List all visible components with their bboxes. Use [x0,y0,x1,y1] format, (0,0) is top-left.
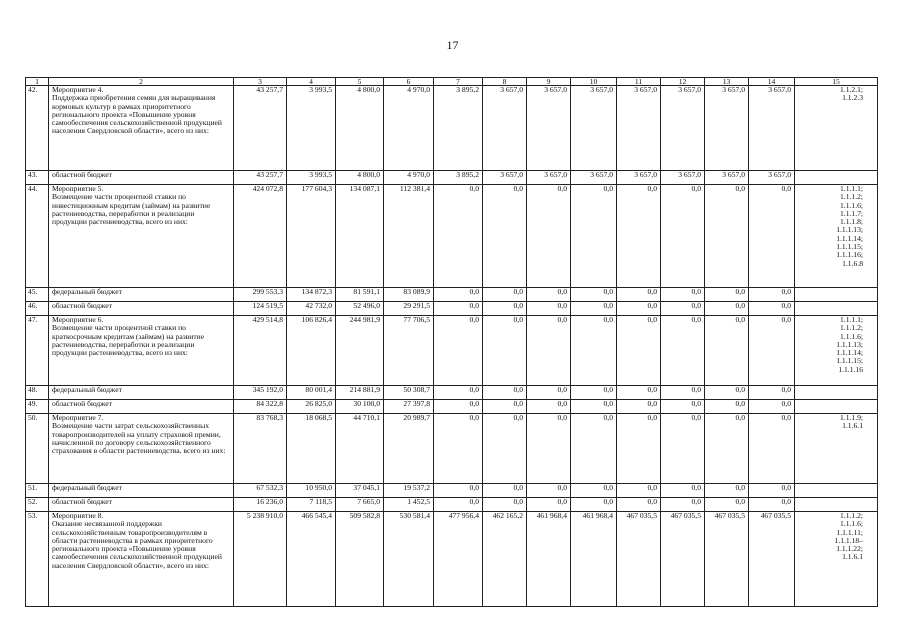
value-cell: 42 732,0 [287,302,336,316]
row-description [49,171,234,185]
value-cell: 0,0 [434,185,483,288]
reference-code: 1.1.6.1 [842,552,863,562]
value-cell: 3 657,0 [661,171,705,185]
description-title: Мероприятие 7. [52,413,104,422]
budget-table [25,77,878,607]
value-cell: 0,0 [749,316,795,386]
column-header: 5 [336,78,384,86]
value-cell: 0,0 [749,498,795,512]
reference-code: 1.1.1.2; [840,323,863,333]
row-description [49,86,234,171]
value-cell: 467 035,5 [617,512,661,607]
reference-cell [795,185,878,288]
value-cell: 16 236,0 [234,498,287,512]
column-header: 1 [26,78,49,86]
value-cell: 29 291,5 [384,302,434,316]
value-cell: 43 257,7 [234,86,287,171]
value-cell: 0,0 [705,414,749,484]
value-cell: 83 089,9 [384,288,434,302]
reference-code: 1.1.1.13; [836,225,863,235]
value-cell: 4 970,0 [384,171,434,185]
value-cell: 0,0 [571,484,617,498]
table-row [26,512,878,607]
value-cell: 0,0 [571,288,617,302]
value-cell: 462 165,2 [483,512,527,607]
value-cell: 0,0 [749,400,795,414]
value-cell: 37 045,1 [336,484,384,498]
row-description [49,316,234,386]
value-cell: 0,0 [434,386,483,400]
value-cell: 30 100,0 [336,400,384,414]
value-cell: 0,0 [661,185,705,288]
description-title: областной бюджет [52,301,112,310]
value-cell: 4 800,0 [336,86,384,171]
value-cell: 0,0 [434,400,483,414]
row-description [49,498,234,512]
value-cell: 0,0 [749,302,795,316]
table-row [26,414,878,484]
reference-code: 1.1.1.18– [834,535,863,545]
row-number: 48. [26,386,49,400]
column-header: 13 [705,78,749,86]
reference-code: 1.1.2.3 [842,93,863,103]
value-cell: 0,0 [483,316,527,386]
value-cell: 0,0 [483,288,527,302]
description-text: Оказание несвязанной поддержки сельскохозяйственным товаропроизводителям в области растениеводства в рамках приоритетного регионального проекта «Повышение уровня самообеспечения сельскохозяйственной продукцией населения Свердловской области», всего из них: [52,519,222,570]
value-cell: 424 072,8 [234,185,287,288]
value-cell: 0,0 [571,302,617,316]
reference-cell [795,316,878,386]
column-header: 8 [483,78,527,86]
value-cell: 5 238 910,0 [234,512,287,607]
reference-code: 1.1.1.6; [840,200,863,210]
value-cell: 0,0 [661,498,705,512]
value-cell: 177 604,3 [287,185,336,288]
value-cell: 3 657,0 [705,171,749,185]
value-cell: 3 657,0 [527,86,571,171]
value-cell: 124 519,5 [234,302,287,316]
reference-code: 1.1.1.1; [840,315,863,324]
reference-cell [795,400,878,414]
value-cell: 0,0 [527,316,571,386]
value-cell: 134 872,3 [287,288,336,302]
value-cell: 0,0 [661,386,705,400]
value-cell: 0,0 [527,498,571,512]
value-cell: 0,0 [617,316,661,386]
description-title: областной бюджет [52,170,112,179]
value-cell: 1 452,5 [384,498,434,512]
value-cell: 18 068,5 [287,414,336,484]
value-cell: 461 968,4 [571,512,617,607]
reference-code: 1.1.1.8; [840,217,863,227]
value-cell: 3 657,0 [527,171,571,185]
description-text: Возмещение части затрат сельскохозяйственных товаропроизводителей на уплату страховой премии, начисленной по договору сельскохозяйственного страхования в области растениеводства, всего из них: [52,421,226,456]
value-cell: 0,0 [661,302,705,316]
description-text: Поддержка приобретения семян для выращивания кормовых культур в рамках приоритетного регионального проекта «Повышение уровня самообеспечения сельскохозяйственной продукцией населения Свердловской области», всего из них: [52,93,222,136]
value-cell: 0,0 [571,316,617,386]
value-cell: 0,0 [705,185,749,288]
value-cell: 0,0 [661,288,705,302]
value-cell: 0,0 [617,288,661,302]
row-description [49,414,234,484]
description-text: Возмещение части процентной ставки по инвестиционным кредитам (займам) на развитие растениеводства, переработки и реализации продукции растениеводства, всего из них: [52,192,211,227]
value-cell: 0,0 [527,288,571,302]
table-row [26,288,878,302]
reference-code: 1.1.1.15; [836,356,863,366]
value-cell: 244 981,9 [336,316,384,386]
value-cell: 0,0 [571,386,617,400]
reference-cell [795,171,878,185]
reference-code: 1.1.1.15; [836,242,863,252]
column-header: 2 [49,78,234,86]
row-number: 50. [26,414,49,484]
value-cell: 0,0 [527,386,571,400]
column-header: 7 [434,78,483,86]
value-cell: 0,0 [705,498,749,512]
reference-code: 1.1.6.1 [842,421,863,431]
table-row [26,484,878,498]
description-title: федеральный бюджет [52,483,122,492]
value-cell: 20 989,7 [384,414,434,484]
value-cell: 3 657,0 [483,171,527,185]
row-description [49,302,234,316]
value-cell: 3 657,0 [749,86,795,171]
value-cell: 477 956,4 [434,512,483,607]
value-cell: 0,0 [617,484,661,498]
reference-code: 1.1.1.14; [836,233,863,243]
value-cell: 429 514,8 [234,316,287,386]
value-cell: 0,0 [749,484,795,498]
description-title: Мероприятие 8. [52,511,104,520]
reference-code: 1.1.1.16; [836,250,863,260]
value-cell: 27 397,8 [384,400,434,414]
value-cell: 466 545,4 [287,512,336,607]
value-cell: 67 532,3 [234,484,287,498]
reference-code: 1.1.1.1; [840,184,863,193]
value-cell: 0,0 [661,484,705,498]
value-cell: 461 968,4 [527,512,571,607]
value-cell: 134 087,1 [336,185,384,288]
value-cell: 0,0 [434,484,483,498]
reference-code: 1.1.1.13; [836,339,863,349]
column-header: 14 [749,78,795,86]
row-number: 47. [26,316,49,386]
value-cell: 0,0 [705,316,749,386]
row-description [49,512,234,607]
value-cell: 50 308,7 [384,386,434,400]
value-cell: 467 035,5 [705,512,749,607]
value-cell: 0,0 [749,414,795,484]
row-number: 42. [26,86,49,171]
value-cell: 3 657,0 [661,86,705,171]
reference-code: 1.1.1.11; [836,527,863,537]
value-cell: 0,0 [434,316,483,386]
reference-code: 1.1.1.16 [838,364,863,374]
value-cell: 3 657,0 [705,86,749,171]
value-cell: 0,0 [483,484,527,498]
row-description [49,386,234,400]
row-number: 44. [26,185,49,288]
value-cell: 0,0 [434,498,483,512]
value-cell: 467 035,5 [749,512,795,607]
reference-code: 1.1.1.9; [840,413,863,422]
reference-cell [795,302,878,316]
value-cell: 112 381,4 [384,185,434,288]
reference-code: 1.1.1.14; [836,348,863,358]
column-header: 10 [571,78,617,86]
reference-code: 1.1.1.7; [840,208,863,218]
reference-code: 1.1.1.22; [836,544,863,554]
value-cell: 77 706,5 [384,316,434,386]
row-number: 43. [26,171,49,185]
reference-cell [795,512,878,607]
value-cell: 0,0 [705,400,749,414]
value-cell: 0,0 [527,302,571,316]
value-cell: 0,0 [661,400,705,414]
value-cell: 7 118,5 [287,498,336,512]
value-cell: 84 322,8 [234,400,287,414]
row-number: 45. [26,288,49,302]
value-cell: 3 657,0 [749,171,795,185]
table-header-row [26,78,878,86]
value-cell: 0,0 [661,316,705,386]
value-cell: 106 826,4 [287,316,336,386]
value-cell: 0,0 [527,185,571,288]
table-row [26,498,878,512]
value-cell: 3 993,5 [287,171,336,185]
value-cell: 0,0 [617,185,661,288]
value-cell: 0,0 [483,498,527,512]
value-cell: 530 581,4 [384,512,434,607]
table-row [26,386,878,400]
value-cell: 81 591,1 [336,288,384,302]
description-title: областной бюджет [52,399,112,408]
value-cell: 3 657,0 [617,171,661,185]
description-title: федеральный бюджет [52,287,122,296]
reference-code: 1.1.1.6; [840,331,863,341]
value-cell: 467 035,5 [661,512,705,607]
row-description [49,185,234,288]
value-cell: 0,0 [483,414,527,484]
value-cell: 0,0 [705,302,749,316]
description-title: Мероприятие 6. [52,315,104,324]
value-cell: 83 768,3 [234,414,287,484]
column-header: 15 [795,78,878,86]
value-cell: 0,0 [617,400,661,414]
value-cell: 80 001,4 [287,386,336,400]
reference-cell [795,484,878,498]
value-cell: 7 665,0 [336,498,384,512]
description-title: областной бюджет [52,497,112,506]
row-number: 49. [26,400,49,414]
value-cell: 214 881,9 [336,386,384,400]
value-cell: 3 895,2 [434,86,483,171]
value-cell: 0,0 [483,302,527,316]
reference-code: 1.1.6.8 [842,258,863,268]
table-row [26,316,878,386]
value-cell: 10 950,0 [287,484,336,498]
description-title: федеральный бюджет [52,385,122,394]
reference-code: 1.1.1.2; [840,192,863,202]
value-cell: 44 710,1 [336,414,384,484]
value-cell: 19 537,2 [384,484,434,498]
table-row [26,302,878,316]
column-header: 6 [384,78,434,86]
value-cell: 0,0 [527,400,571,414]
row-number: 53. [26,512,49,607]
value-cell: 52 496,0 [336,302,384,316]
column-header: 9 [527,78,571,86]
row-number: 51. [26,484,49,498]
value-cell: 0,0 [434,414,483,484]
reference-cell [795,498,878,512]
reference-cell [795,86,878,171]
value-cell: 0,0 [434,288,483,302]
value-cell: 0,0 [571,185,617,288]
value-cell: 0,0 [705,288,749,302]
value-cell: 3 895,2 [434,171,483,185]
reference-code: 1.1.2.1; [840,85,863,94]
description-text: Возмещение части процентной ставки по краткосрочным кредитам (займам) на развитие растениеводства, переработки и реализации продукции растениеводства, всего из них: [52,323,205,358]
value-cell: 0,0 [483,400,527,414]
row-description [49,484,234,498]
value-cell: 0,0 [749,288,795,302]
value-cell: 0,0 [527,484,571,498]
value-cell: 0,0 [749,386,795,400]
value-cell: 299 553,3 [234,288,287,302]
value-cell: 4 970,0 [384,86,434,171]
value-cell: 0,0 [705,484,749,498]
value-cell: 509 582,8 [336,512,384,607]
column-header: 12 [661,78,705,86]
value-cell: 0,0 [527,414,571,484]
value-cell: 0,0 [571,414,617,484]
value-cell: 0,0 [571,498,617,512]
value-cell: 0,0 [483,185,527,288]
value-cell: 0,0 [617,302,661,316]
value-cell: 3 657,0 [571,171,617,185]
value-cell: 3 993,5 [287,86,336,171]
table-row [26,400,878,414]
value-cell: 0,0 [705,386,749,400]
value-cell: 4 800,0 [336,171,384,185]
value-cell: 345 192,0 [234,386,287,400]
value-cell: 3 657,0 [483,86,527,171]
table-row [26,185,878,288]
reference-code: 1.1.1.2; [840,511,863,520]
table-row [26,86,878,171]
column-header: 11 [617,78,661,86]
value-cell: 3 657,0 [617,86,661,171]
value-cell: 0,0 [483,386,527,400]
reference-code: 1.1.1.6; [840,519,863,529]
value-cell: 0,0 [617,414,661,484]
value-cell: 0,0 [749,185,795,288]
value-cell: 0,0 [617,498,661,512]
value-cell: 0,0 [661,414,705,484]
row-description [49,288,234,302]
column-header: 4 [287,78,336,86]
row-number: 52. [26,498,49,512]
column-header: 3 [234,78,287,86]
value-cell: 43 257,7 [234,171,287,185]
value-cell: 0,0 [617,386,661,400]
value-cell: 0,0 [434,302,483,316]
table-row [26,171,878,185]
value-cell: 3 657,0 [571,86,617,171]
row-number: 46. [26,302,49,316]
description-title: Мероприятие 4. [52,85,104,94]
reference-cell [795,288,878,302]
description-title: Мероприятие 5. [52,184,104,193]
reference-cell [795,414,878,484]
value-cell: 26 825,0 [287,400,336,414]
page-number: 17 [446,38,459,52]
value-cell: 0,0 [571,400,617,414]
reference-cell [795,386,878,400]
row-description [49,400,234,414]
